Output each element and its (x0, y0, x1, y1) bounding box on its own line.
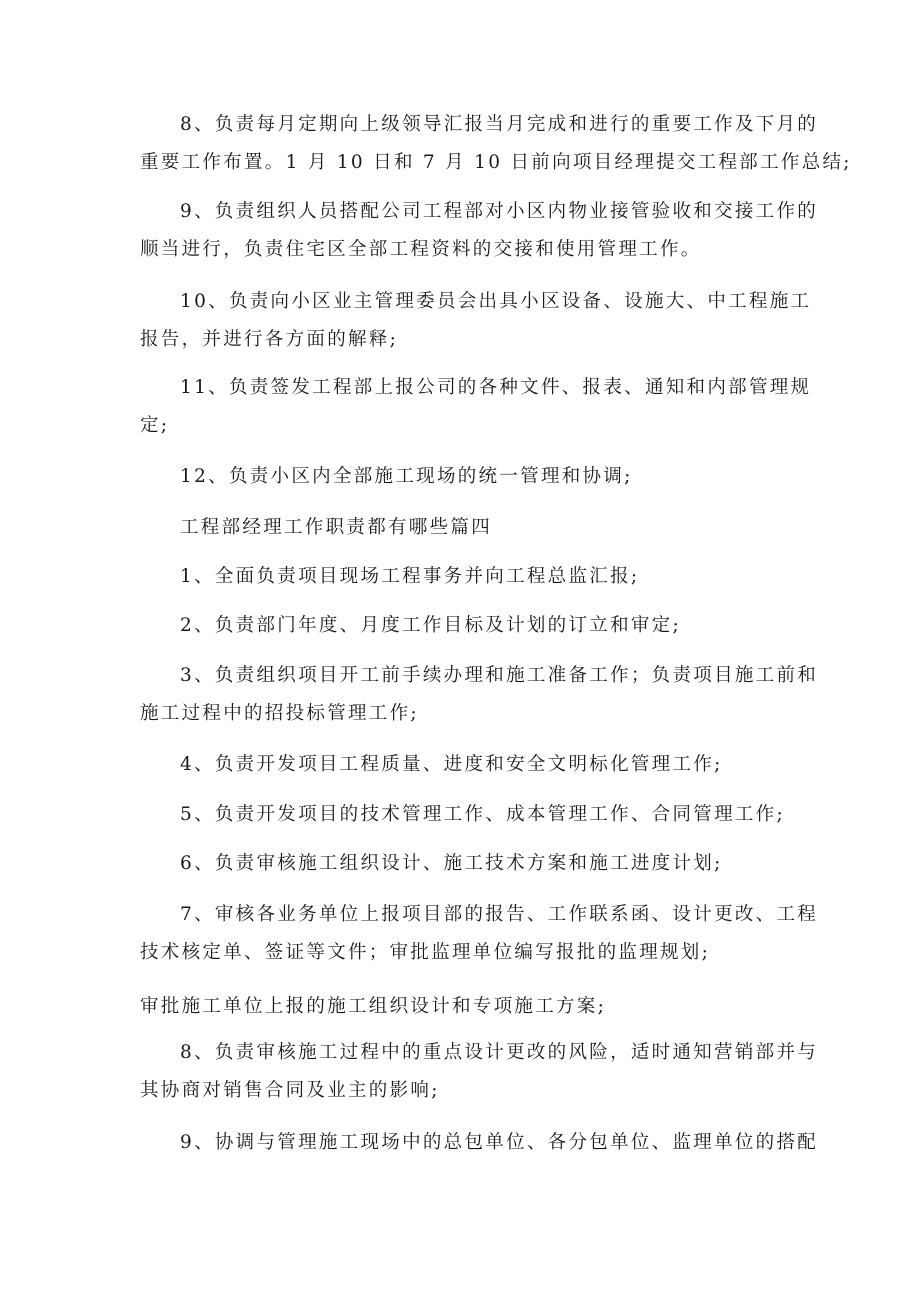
section-heading (140, 509, 800, 547)
paragraph-item-8-b (140, 1034, 819, 1110)
paragraph-item-5 (140, 796, 800, 834)
paragraph-item-3 (140, 657, 819, 733)
text-line: 10、负责向小区业主管理委员会出具小区设备、设施大、中工程施工 (180, 291, 812, 312)
paragraph-item-1 (140, 558, 800, 596)
paragraph-item-4 (140, 746, 800, 784)
text-line: 3、负责组织项目开工前手续办理和施工准备工作；负责项目施工前和 (180, 665, 819, 686)
paragraph-item-2 (140, 607, 800, 645)
text-line: 审批施工单位上报的施工组织设计和专项施工方案; (140, 996, 607, 1017)
text-line: 其协商对销售合同及业主的影响; (140, 1080, 440, 1101)
text-line: 重要工作布置。1 月 10 日和 7 月 10 日前向项目经理提交工程部工作总结; (140, 152, 852, 173)
paragraph-item-11 (140, 369, 812, 445)
paragraph-continuation (140, 988, 800, 1026)
text-line: 技术核定单、签证等文件；审批监理单位编写报批的监理规划; (140, 942, 711, 963)
text-line: 7、审核各业务单位上报项目部的报告、工作联系函、设计更改、工程 (180, 904, 819, 925)
text-line: 8、负责每月定期向上级领导汇报当月完成和进行的重要工作及下月的 (180, 114, 819, 135)
paragraph-item-12 (140, 458, 800, 496)
text-line: 6、负责审核施工组织设计、施工技术方案和施工进度计划; (180, 853, 723, 874)
text-line: 2、负责部门年度、月度工作目标及计划的订立和审定; (180, 615, 682, 636)
text-line: 11、负责签发工程部上报公司的各种文件、报表、通知和内部管理规 (180, 377, 812, 398)
heading-text: 工程部经理工作职责都有哪些篇四 (180, 517, 493, 538)
text-line: 定; (140, 415, 170, 436)
paragraph-item-10 (140, 283, 812, 359)
text-line: 施工过程中的招投标管理工作; (140, 703, 419, 724)
paragraph-item-7 (140, 896, 819, 972)
text-line: 1、全面负责项目现场工程事务并向工程总监汇报; (180, 566, 640, 587)
text-line: 5、负责开发项目的技术管理工作、成本管理工作、合同管理工作; (180, 804, 786, 825)
text-line: 9、负责组织人员搭配公司工程部对小区内物业接管验收和交接工作的 (180, 201, 819, 222)
paragraph-item-9 (140, 193, 819, 269)
text-line: 4、负责开发项目工程质量、进度和安全文明标化管理工作; (180, 754, 723, 775)
text-line: 12、负责小区内全部施工现场的统一管理和协调; (180, 466, 633, 487)
text-line: 顺当进行，负责住宅区全部工程资料的交接和使用管理工作。 (140, 239, 702, 260)
text-line: 8、负责审核施工过程中的重点设计更改的风险，适时通知营销部并与 (180, 1042, 819, 1063)
text-line: 9、协调与管理施工现场中的总包单位、各分包单位、监理单位的搭配 (180, 1132, 819, 1153)
text-line: 报告，并进行各方面的解释; (140, 329, 399, 350)
paragraph-item-6 (140, 845, 800, 883)
paragraph-item-8 (140, 106, 852, 182)
paragraph-item-9-b (140, 1124, 819, 1162)
